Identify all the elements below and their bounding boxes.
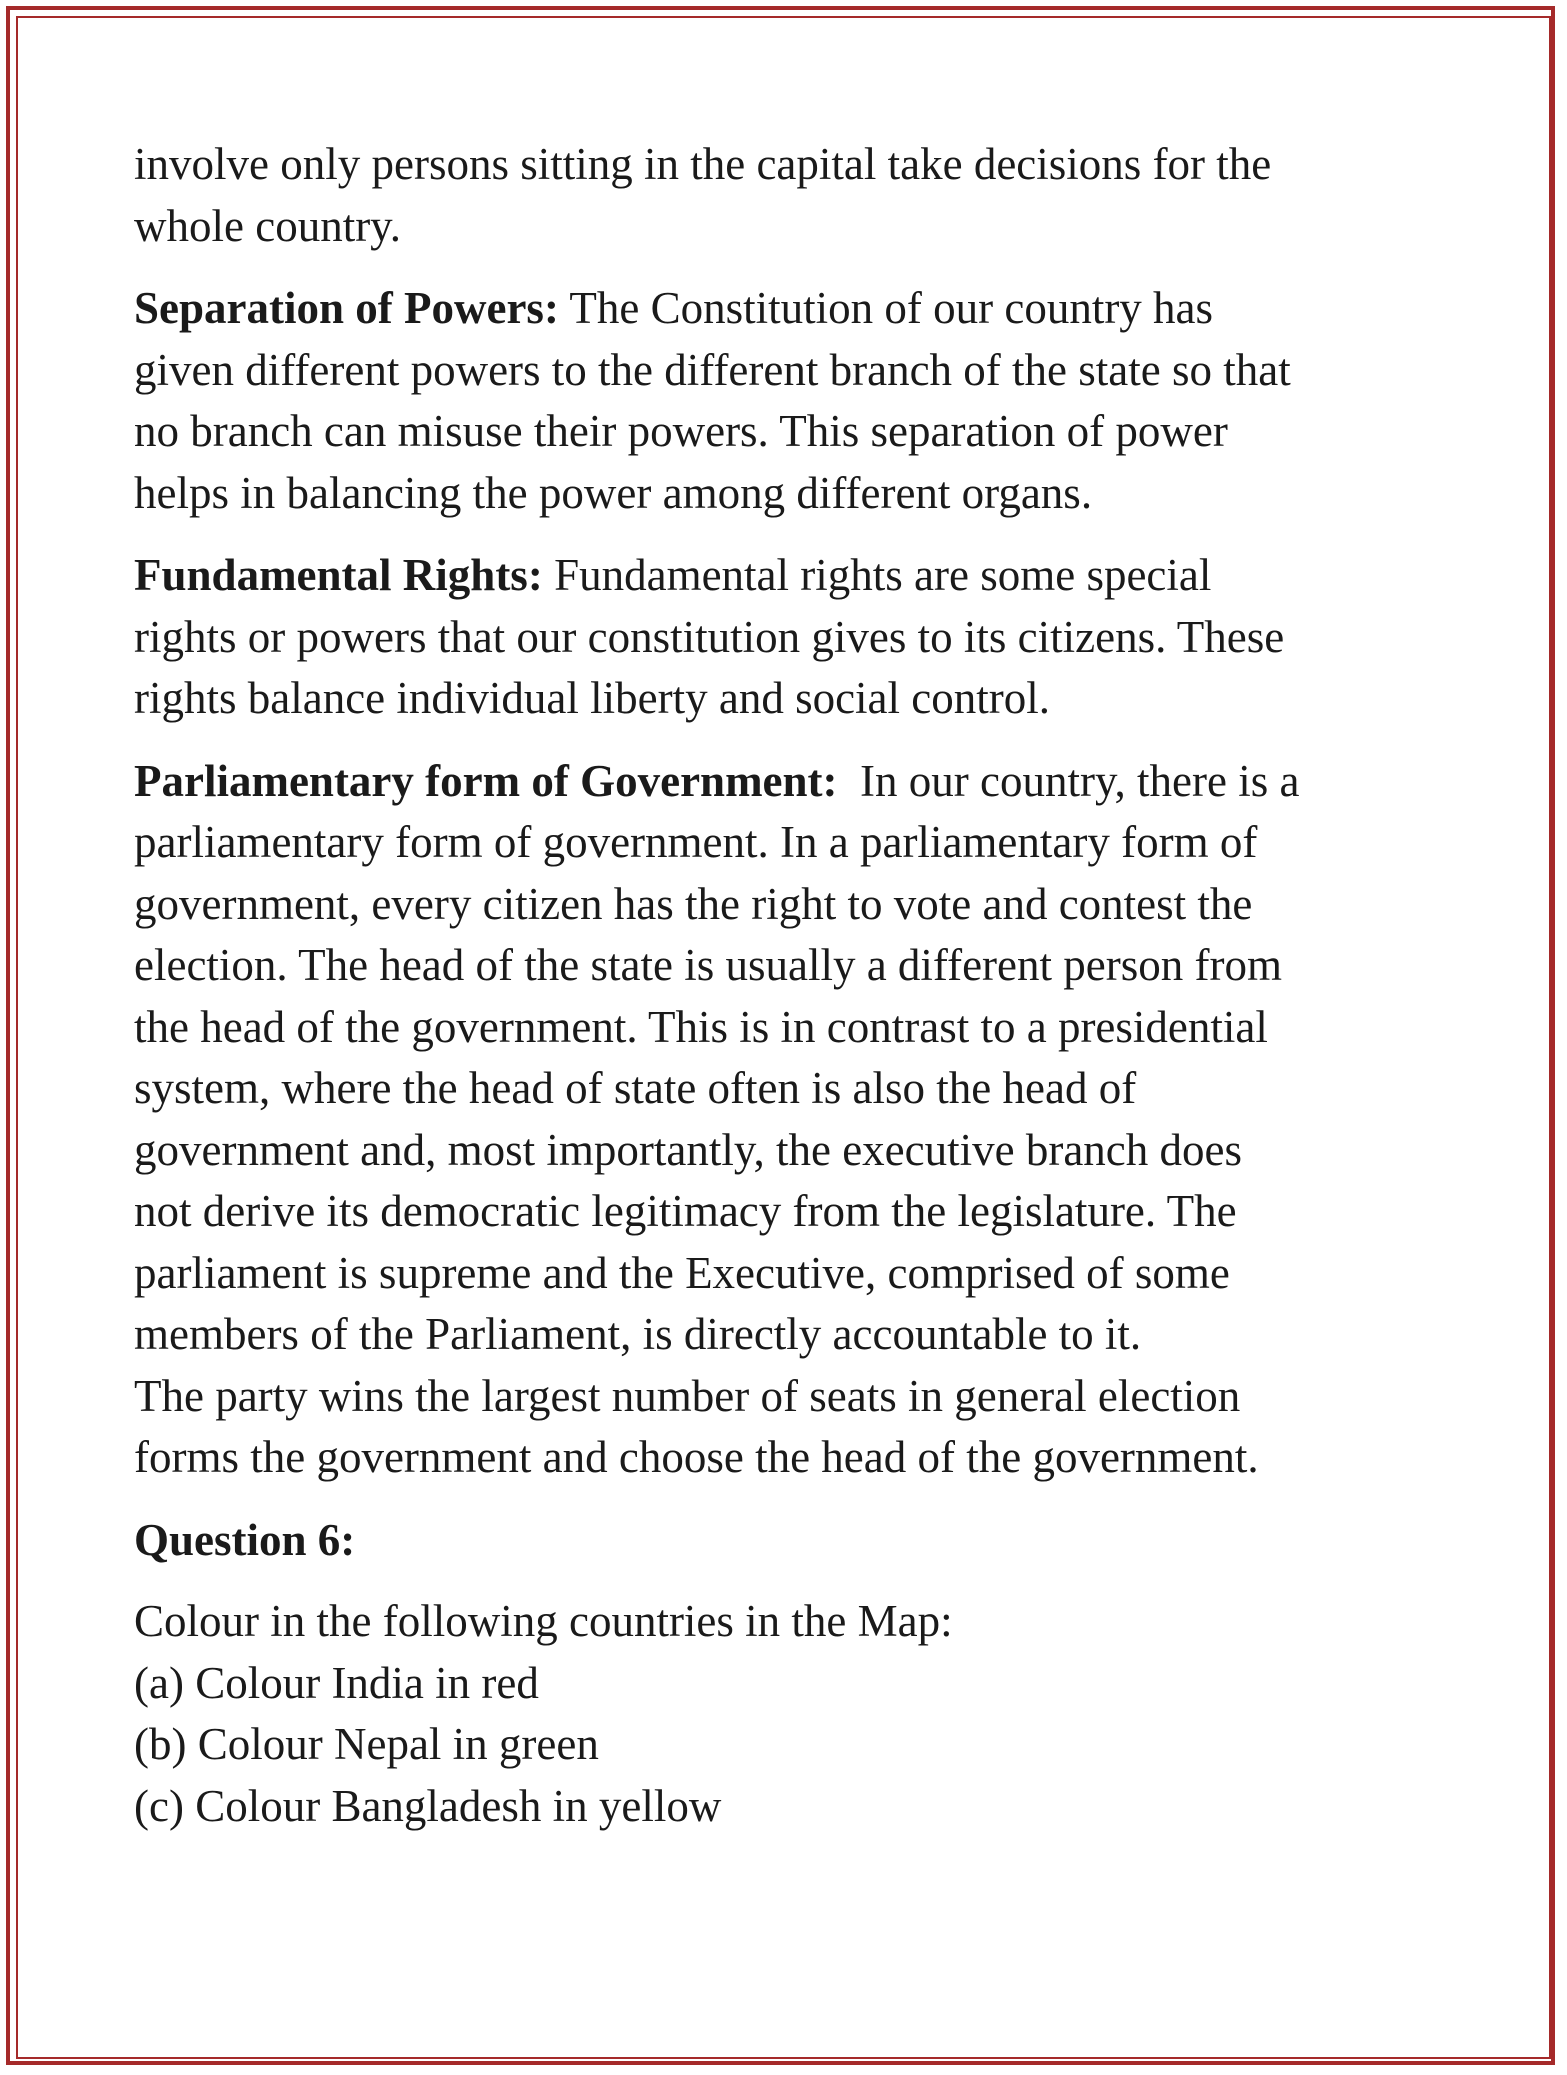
question-item: (c) Colour Bangladesh in yellow bbox=[134, 1780, 722, 1831]
question-item: (a) Colour India in red bbox=[134, 1657, 539, 1708]
paragraph-line: government, every citizen has the right to vote and contest the bbox=[134, 878, 1253, 929]
paragraph-line: election. The head of the state is usually a different person from bbox=[134, 940, 1282, 990]
separation-of-powers-label: Separation of Powers: bbox=[134, 283, 559, 333]
question-item: (b) Colour Nepal in green bbox=[134, 1719, 599, 1769]
paragraph-line: helps in balancing the power among different organs. bbox=[134, 467, 1093, 518]
paragraph-text: The Constitution of our country has bbox=[569, 283, 1214, 333]
question-body bbox=[134, 1591, 1434, 1837]
paragraph-line: forms the government and choose the head of the government. bbox=[134, 1432, 1259, 1482]
fundamental-rights-paragraph bbox=[134, 545, 1434, 730]
paragraph-line: parliamentary form of government. In a parliamentary form of bbox=[134, 817, 1258, 867]
paragraph-line: rights balance individual liberty and social control. bbox=[134, 673, 1050, 723]
intro-line: whole country. bbox=[134, 200, 402, 251]
paragraph-line: the head of the government. This is in contrast to a presidential bbox=[134, 1001, 1268, 1052]
separation-of-powers-paragraph bbox=[134, 278, 1434, 524]
paragraph-text: Fundamental rights are some special bbox=[554, 550, 1212, 600]
paragraph-line: no branch can misuse their powers. This separation of power bbox=[134, 406, 1228, 456]
intro-line: involve only persons sitting in the capital take decisions for the bbox=[134, 139, 1272, 189]
paragraph-line: rights or powers that our constitution gives to its citizens. These bbox=[134, 611, 1285, 662]
intro-paragraph bbox=[134, 134, 1434, 257]
document-body bbox=[134, 134, 1434, 1837]
paragraph-line: government and, most importantly, the executive branch does bbox=[134, 1124, 1243, 1175]
paragraph-line: parliament is supreme and the Executive, comprised of some bbox=[134, 1247, 1230, 1298]
paragraph-line: The party wins the largest number of seats in general election bbox=[134, 1370, 1241, 1421]
paragraph-text: In our country, there is a bbox=[860, 755, 1300, 806]
parliamentary-government-paragraph bbox=[134, 751, 1434, 1489]
fundamental-rights-label: Fundamental Rights: bbox=[134, 550, 543, 600]
paragraph-line: members of the Parliament, is directly accountable to it. bbox=[134, 1309, 1142, 1359]
question-heading: Question 6: bbox=[134, 1514, 356, 1565]
paragraph-line: given different powers to the different branch of the state so that bbox=[134, 344, 1291, 395]
question-prompt: Colour in the following countries in the Map: bbox=[134, 1596, 953, 1646]
parliamentary-government-label: Parliamentary form of Government: bbox=[134, 755, 838, 806]
paragraph-line: system, where the head of state often is also the head of bbox=[134, 1063, 1137, 1113]
paragraph-line: not derive its democratic legitimacy from the legislature. The bbox=[134, 1186, 1237, 1236]
